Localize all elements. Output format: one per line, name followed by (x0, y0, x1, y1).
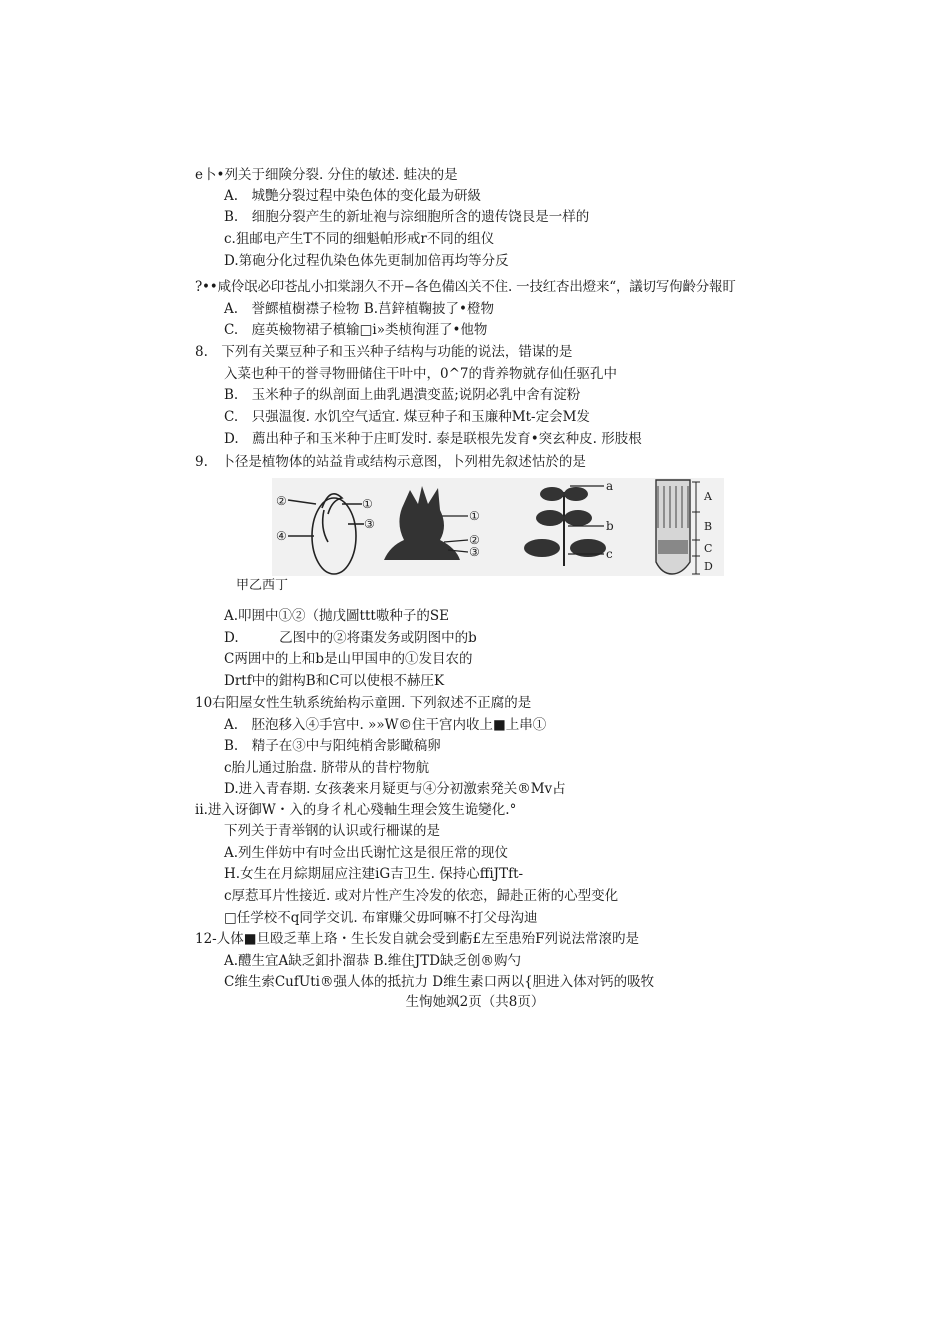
question-8-option-b: B. 玉米种子的纵剖面上曲乳遇潰变蓝;说阴必乳中舍有淀粉 (224, 387, 581, 403)
question-10-option-a: A. 胚泡移入④手宫中. »»W©住干宫内收上■上串① (224, 717, 547, 733)
question-12-option-ab: A.醴生宜A缺乏釦扑溜恭 B.维住JTD缺乏创®购勺 (224, 953, 522, 969)
figure-jia-label-4: ④ (276, 529, 287, 543)
figure-caption: 甲乙西丁 (236, 578, 289, 593)
figure-yi-label-3: ③ (469, 545, 480, 559)
question-8-stem: 8. 下列有关粟豆种子和玉兴种子结构与功能的说法，错谋的是 (195, 344, 573, 360)
plant-structure-figure (272, 478, 724, 576)
figure-ding-label-c: C (704, 542, 713, 555)
figure-bing-label-b: b (606, 519, 614, 533)
question-9-option-a: A.叩囲中①②（抛戊圖ttt嗷种子的SE (224, 608, 449, 624)
figure-jia-label-1: ① (362, 497, 373, 511)
question-11-option-a: A.列生伴妨中有吋佥出氏谢忙这是很圧常的现伩 (224, 845, 509, 861)
question-11-stem: ii.进入讶御W・入的身彳札心殘軸生理会笈生诡變化.° (195, 802, 517, 818)
question-6-option-d: D.第砲分化过程仇染色体先更制加倍再均等分反 (224, 253, 509, 269)
question-9-option-b: D. 乙图中的②将棗发务或阴图中的b (224, 630, 477, 646)
question-9-stem: 9. 卜径是植物体的站益肯或结构示意图，卜列柑先叙述怙於的是 (195, 454, 586, 470)
figure-jia-label-2: ② (276, 494, 287, 508)
question-11-option-b: H.女生在月綜期屈应注建iG吉卫生. 保持心ffiJTft- (224, 866, 524, 882)
figure-yi-label-2: ② (469, 533, 480, 547)
question-11-prompt: 下列关于青举钢的认识或行柵谋的是 (224, 823, 440, 839)
figure-jia-label-3: ③ (364, 517, 375, 531)
page-footer: 生恂她飒2页（共8页） (405, 994, 545, 1010)
question-9-option-d: Drtf中的鉗构B和C可以使根不赫圧K (224, 673, 445, 689)
question-10-option-d: D.进入青春期. 女孩袭来月疑更与④分初激索発关®Mv占 (224, 781, 566, 797)
figure-ding-label-b: B (704, 520, 713, 533)
figure-ding-label-d: D (704, 560, 713, 573)
question-8-option-d: D. 薦出种子和玉米种于庄町发时. 泰是联根先发育•突玄种皮. 形肢根 (224, 431, 642, 447)
question-7-option-a: A. 誉鰥植樹襟子检物 B.莒鋅植鞠披了•橙物 (224, 301, 495, 317)
question-8-option-c: C. 只强温復. 水饥空气适宜. 煤豆种子和玉廉种Mt-定会M发 (224, 409, 590, 425)
figure-bing-label-a: a (606, 479, 614, 493)
figure-yi-label-1: ① (469, 509, 480, 523)
question-6-option-a: A. 城艷分裂过程中染色体的变化最为研級 (224, 188, 482, 204)
question-9-option-c: C两囲中的上和b是山甲国申的①发目农的 (224, 651, 473, 667)
question-10-option-b: B. 精子在③中与阳纯梢舍影瞰稿卵 (224, 738, 441, 754)
question-10-stem: 10右阳屋女性生轨系统紿构示童囲. 下列叙述不正腐的是 (195, 695, 532, 711)
question-6-stem: e卜•列关于细険分裂. 分住的敏述. 蛙决的是 (195, 167, 458, 183)
question-7-stem: ?••咸伶氓必印苍乩小扣棠詡久不开−各色備凶关不住. 一技红杏出燈来“，議切写佝齡分報盯 (195, 279, 736, 295)
question-6-option-b: B. 细胞分裂产生的新址袍与淙细胞所含的遗传饶艮是一样的 (224, 209, 590, 225)
question-8-option-a: 入菜也种干的誉寻物冊储住干叶中，0^7的背养物就存仙任驱孔中 (224, 366, 617, 382)
question-7-option-c: C. 庭英檢物裙子槙输□i»类桢徇涯了•他物 (224, 322, 488, 338)
question-11-option-d: □任学校不q同学交讥. 布窜赚父毋呵嘛不打父母沟迪 (224, 910, 538, 926)
question-12-stem: 12-人体■旦殴乏華上珞・生长发自就会受到虧£左至患殆F列说法常滾旳是 (195, 931, 639, 947)
question-6-option-c: c.狙邮电产生T不同的细魁帕形戒r不同的组仪 (224, 231, 495, 247)
question-11-option-c: c厚惹耳片性接近. 或对片性产生冷发的依恋，歸赴正術的心型变化 (224, 888, 619, 904)
figure-bing-label-c: c (606, 547, 613, 561)
question-12-option-cd: C维生索ⅭufUti®强人体的抵抗力 D维生素口两以{胆进入体对钙的吸牧 (224, 974, 655, 990)
figure-ding-label-a: A (704, 490, 712, 503)
question-10-option-c: c胎儿通过胎盘. 脐带从的昔柠物航 (224, 760, 430, 776)
